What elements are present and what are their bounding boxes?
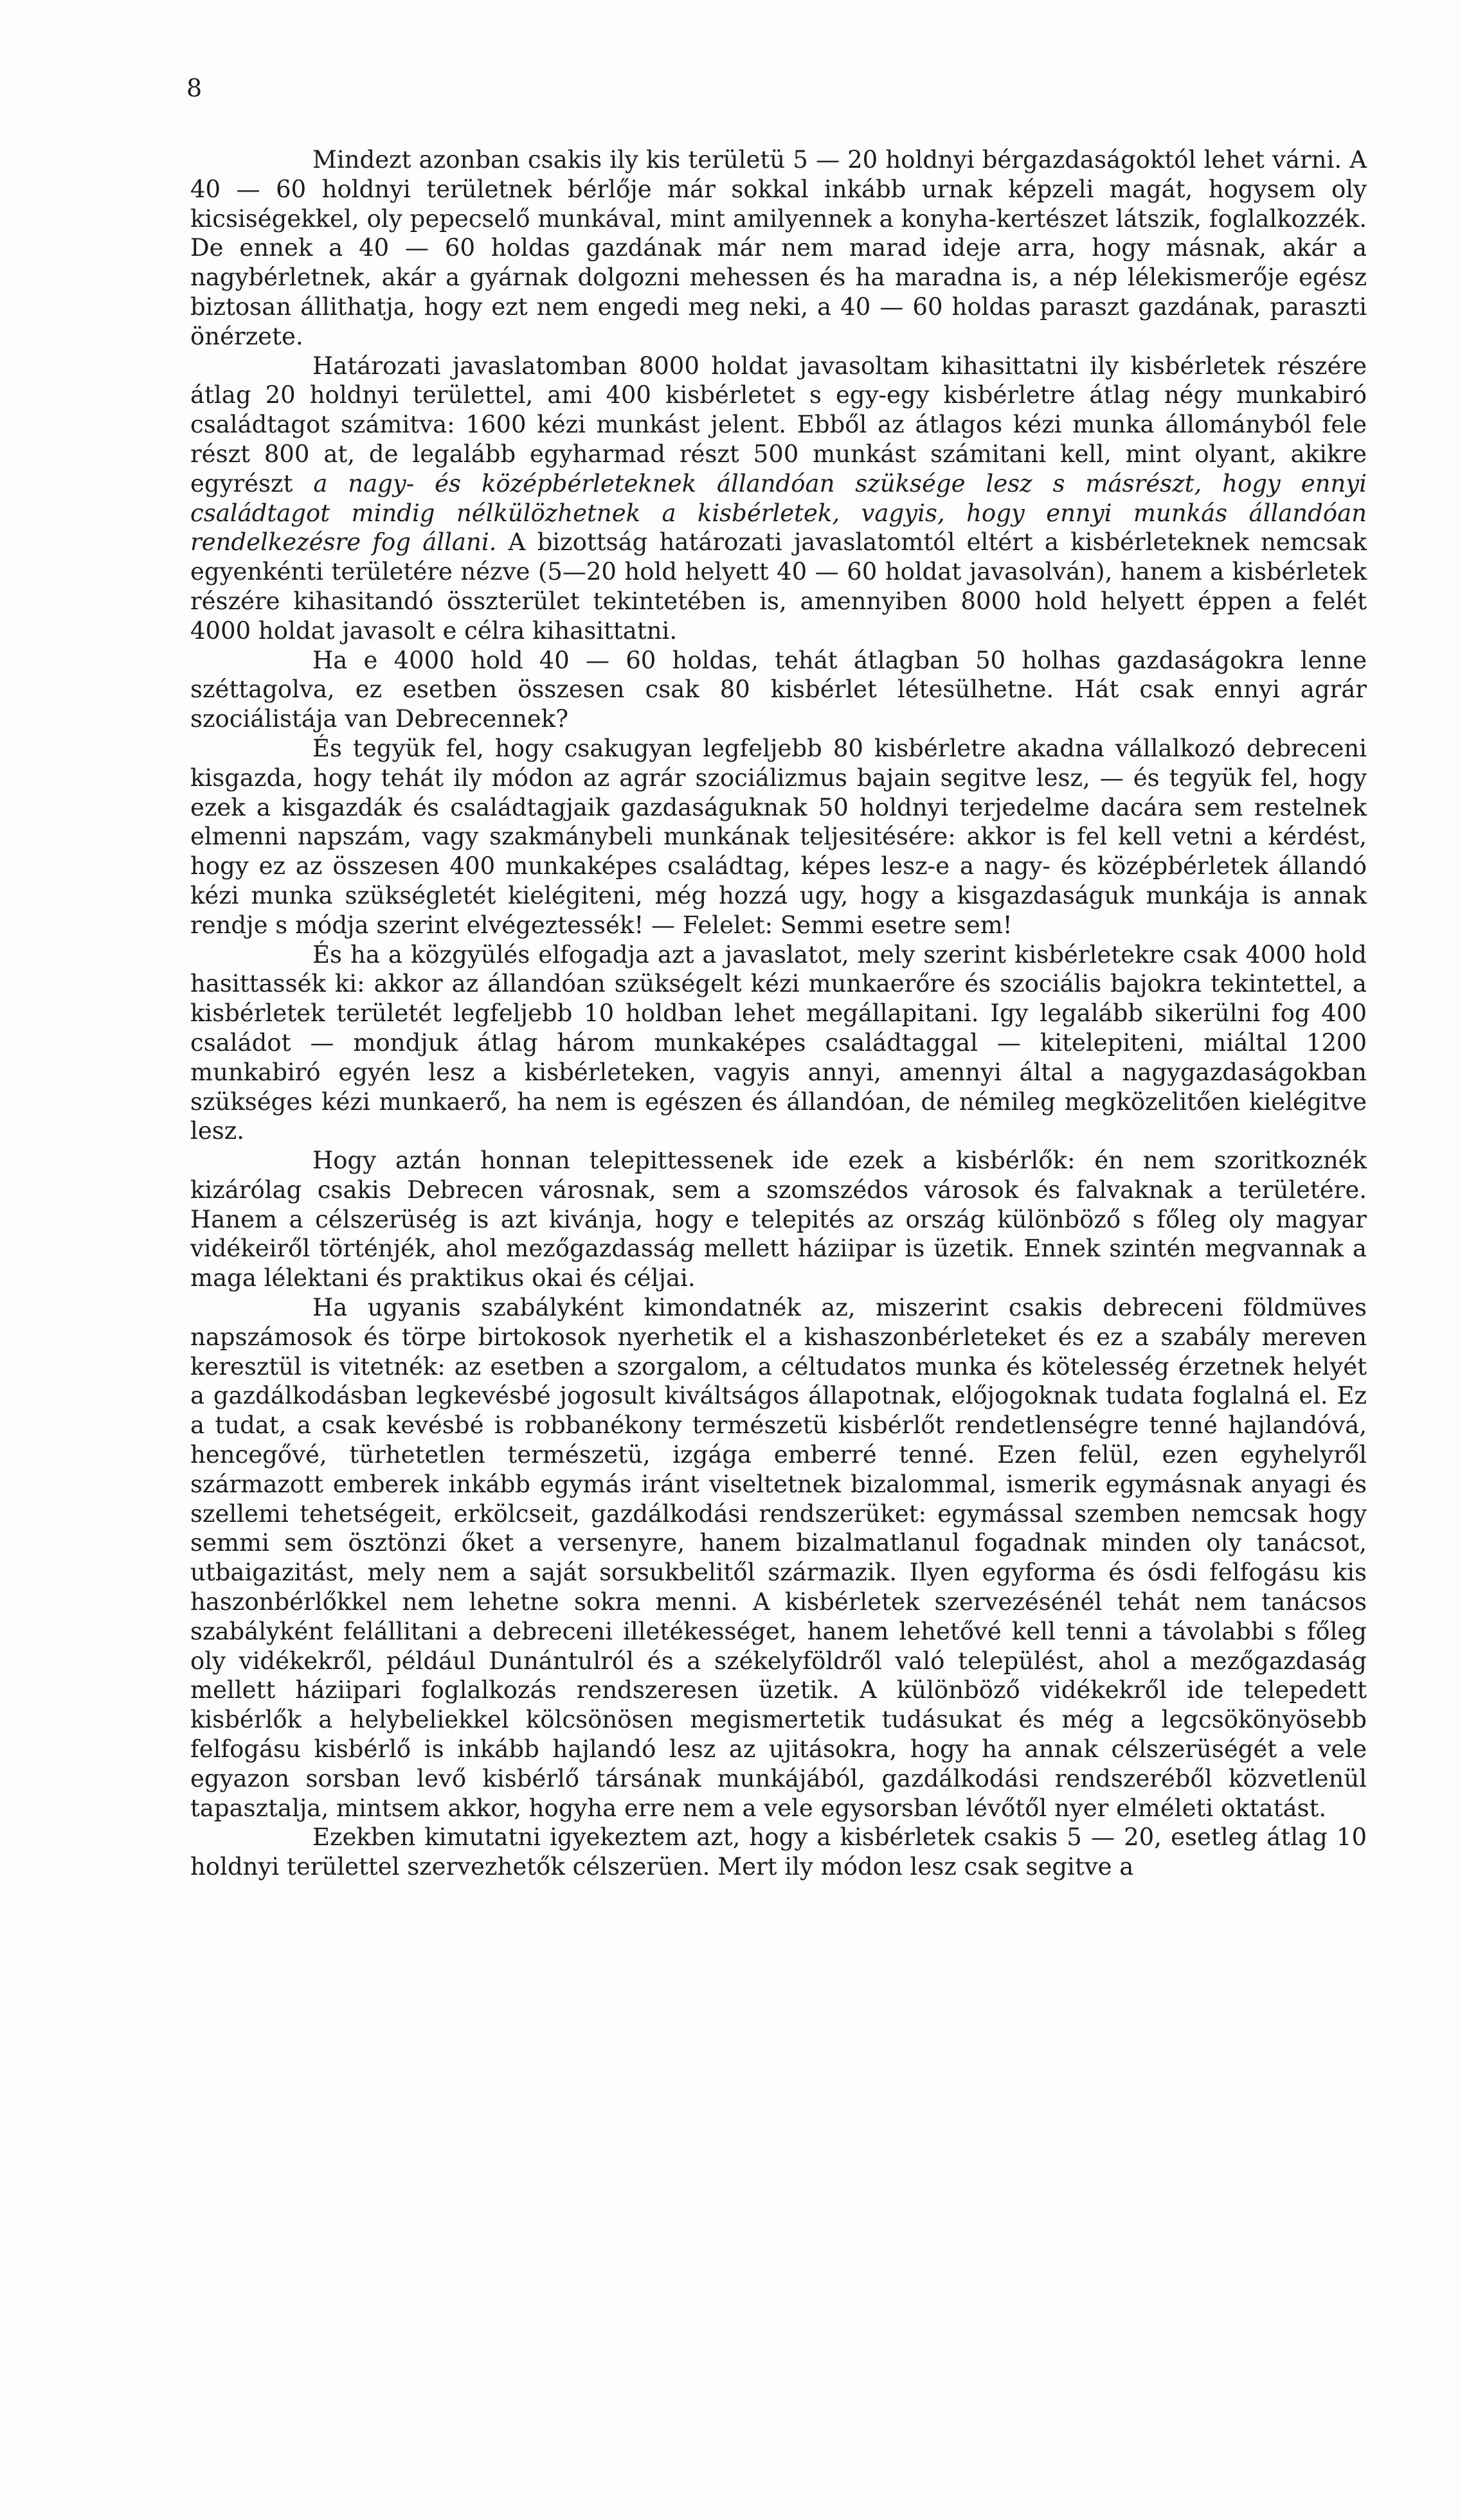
paragraph-2-italic-text: a nagy- és középbérleteknek állandóan szüksége lesz s másrészt, hogy ennyi családtagot mindig nélkülözhetnek a kisbérletek, vagyis, hogy ennyi munkás állandóan rendelkezésre fog állani. [190, 469, 1367, 557]
paragraph-3: Ha e 4000 hold 40 — 60 holdas, tehát átlagban 50 holhas gazdaságokra lenne széttagolva, ez esetben összesen csak 80 kisbérlet létesülhetne. Hát csak ennyi agrár szociálistája van Debrecennek? [190, 646, 1367, 733]
paragraph-8: Ezekben kimutatni igyekeztem azt, hogy a kisbérletek csakis 5 — 20, esetleg átlag 10 holdnyi területtel szervezhetők célszerüen. Mert ily módon lesz csak segitve a [190, 1823, 1367, 1881]
paragraph-5: És ha a közgyülés elfogadja azt a javaslatot, mely szerint kisbérletekre csak 4000 hold hasittassék ki: akkor az állandóan szükségelt kézi munkaerőre és szociális bajokra tekintettel, a kisbérletek területét legfeljebb 10 holdban lehet megállapitani. Igy legalább sikerülni fog 400 családot — mondjuk átlag három munkaképes családtaggal — kitelepiteni, miáltal 1200 munkabiró egyén lesz a kisbérleteken, vagyis annyi, amennyi által a nagygazdaságokban szükséges kézi munkaerő, ha nem is egészen és állandóan, de némileg megközelitően kielégitve lesz. [190, 940, 1367, 1145]
body-text [190, 145, 1367, 1882]
paragraph-4: És tegyük fel, hogy csakugyan legfeljebb 80 kisbérletre akadna vállalkozó debreceni kisgazda, hogy tehát ily módon az agrár szociálizmus bajain segitve lesz, — és tegyük fel, hogy ezek a kisgazdák és családtagjaik gazdaságuknak 50 holdnyi terjedelme dacára sem restelnek elmenni napszám, vagy szakmánybeli munkának teljesitésére: akkor is fel kell vetni a kérdést, hogy ez az összesen 400 munkaképes családtag, képes lesz-e a nagy- és középbérletek állandó kézi munka szükségletét kielégiteni, még hozzá ugy, hogy a kisgazdaságuk munkája is annak rendje s módja szerint elvégeztessék! — Felelet: Semmi esetre sem! [190, 734, 1367, 939]
paragraph-7: Ha ugyanis szabályként kimondatnék az, miszerint csakis debreceni földmüves napszámosok és törpe birtokosok nyerhetik el a kishaszonbérleteket és ez a szabály mereven keresztül is vitetnék: az esetben a szorgalom, a céltudatos munka és kötelesség érzetnek helyét a gazdálkodásban legkevésbé jogosult kiváltságos állapotnak, előjogoknak tudata foglalná el. Ez a tudat, a csak kevésbé is robbanékony természetü kisbérlőt rendetlenségre tenné hajlandóvá, hencegővé, türhetetlen természetü, izgága emberré tenné. Ezen felül, ezen egyhelyről származott emberek inkább egymás iránt viseltetnek bizalommal, ismerik egymásnak anyagi és szellemi tehetségeit, erkölcseit, gazdálkodási rendszerüket: egymással szemben nemcsak hogy semmi sem ösztönzi őket a versenyre, hanem bizalmatlanul fogadnak minden oly tanácsot, utbaigazitást, mely nem a saját sorsukbelitől származik. Ilyen egyforma és ósdi felfogásu kis haszonbérlőkkel nem lehetne sokra menni. A kisbérletek szervezésénél tehát nem tanácsos szabályként felállitani a debreceni illetékességet, hanem lehetővé kell tenni a távolabbi s főleg oly vidékekről, például Dunántulról és a székelyföldről való települést, ahol a mezőgazdaság mellett háziipari foglalkozás rendszeresen üzetik. A különböző vidékekről ide telepedett kisbérlők a helybeliekkel kölcsönösen megismertetik tudásukat és még a legcsökönyösebb felfogásu kisbérlő is inkább hajlandó lesz az ujitásokra, hogy ha annak célszerüségét a vele egyazon sorsban levő kisbérlő társának munkájából, gazdálkodási rendszeréből közvetlenül tapasztalja, mintsem akkor, hogyha erre nem a vele egysorsban lévőtől nyer elméleti oktatást. [190, 1294, 1367, 1822]
paragraph-1: Mindezt azonban csakis ily kis területü 5 — 20 holdnyi bérgazdaságoktól lehet várni. A 40 — 60 holdnyi területnek bérlője már sokkal inkább urnak képzeli magát, hogysem oly kicsiségekkel, oly pepecselő munkával, mint amilyennek a konyha-kertészet látszik, foglalkozzék. De ennek a 40 — 60 holdas gazdának már nem marad ideje arra, hogy másnak, akár a nagybérletnek, akár a gyárnak dolgozni mehessen és ha maradna is, a nép lélekismerője egész biztosan állithatja, hogy ezt nem engedi meg neki, a 40 — 60 holdas paraszt gazdának, paraszti önérzete. [190, 146, 1367, 350]
paragraph-6: Hogy aztán honnan telepittessenek ide ezek a kisbérlők: én nem szoritkoznék kizárólag csakis Debrecen városnak, sem a szomszédos városok és falvaknak a területére. Hanem a célszerüség is azt kivánja, hogy e telepités az ország különböző s főleg oly magyar vidékeiről történjék, ahol mezőgazdasság mellett háziipar is üzetik. Ennek szintén megvannak a maga lélektani és praktikus okai és céljai. [190, 1147, 1367, 1292]
paragraph-2 [190, 352, 1367, 646]
page-number: 8 [186, 74, 203, 102]
paragraph-2-text-after: A bizottság határozati javaslatomtól eltért a kisbérleteknek nemcsak egyenkénti területére nézve (5—20 hold helyett 40 — 60 holdat javasolván), hanem a kisbérletek részére kihasitandó összterület tekintetében is, amennyiben 8000 hold helyett éppen a felét 4000 holdat javasolt e célra kihasittatni. [190, 528, 1367, 645]
paragraph-2-text: Határozati javaslatomban 8000 holdat javasoltam kihasittatni ily kisbérletek részére átlag 20 holdnyi területtel, ami 400 kisbérletet s egy-egy kisbérletre átlag négy munkabiró családtagot számitva: 1600 kézi munkást jelent. Ebből az átlagos kézi munka állományból fele részt 800 at, de legalább egyharmad részt 500 munkást számitani kell, mint olyant, akikre egyrészt [190, 352, 1367, 497]
